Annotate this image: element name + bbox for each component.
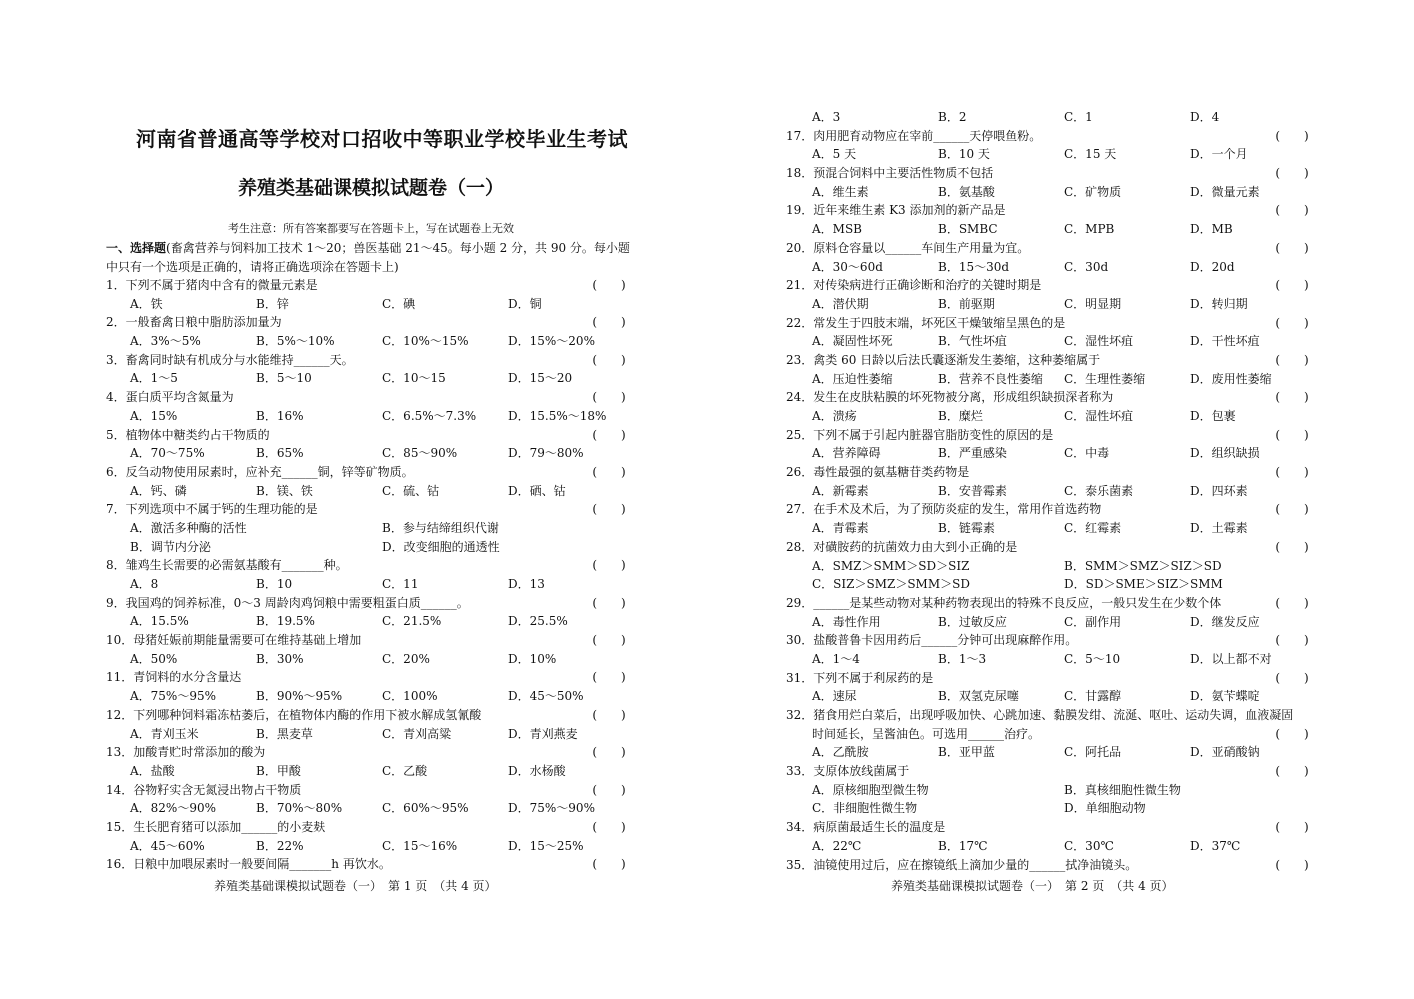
option-choice: D．氨苄蝶啶 bbox=[1190, 689, 1260, 704]
option-choice: A．青霉素 bbox=[812, 521, 869, 536]
option-choice: B．90%～95% bbox=[256, 689, 343, 704]
question-stem-row bbox=[786, 239, 1309, 258]
option-choice: B．真核细胞性微生物 bbox=[1064, 782, 1181, 797]
question-text: 9．我国鸡的饲养标准，0～3 周龄肉鸡饲粮中需要粗蛋白质______。 bbox=[106, 595, 469, 610]
question-stem-row bbox=[106, 276, 626, 295]
question-stem-row bbox=[106, 351, 626, 370]
answer-parentheses: ( ) bbox=[592, 782, 626, 797]
option-choice: A．MSB bbox=[812, 222, 862, 237]
option-choice: D．79～80% bbox=[508, 446, 584, 461]
options-row bbox=[786, 407, 1306, 426]
option-choice: B．营养不良性萎缩 bbox=[938, 371, 1043, 386]
question-text: 34．病原菌最适生长的温度是 bbox=[786, 820, 946, 835]
question-text: 21．对传染病进行正确诊断和治疗的关键时期是 bbox=[786, 278, 1042, 293]
option-choice: C．明显期 bbox=[1064, 296, 1122, 311]
question-text: 5．植物体中糖类约占干物质的 bbox=[106, 427, 270, 442]
answer-parentheses: ( ) bbox=[1275, 166, 1309, 181]
question-stem-row bbox=[106, 855, 626, 874]
exam-page-2 bbox=[780, 0, 1315, 999]
option-choice: C．湿性坏疽 bbox=[1064, 409, 1134, 423]
section-text-line2: 中只有一个选项是正确的，请将正确选项涂在答题卡上) bbox=[106, 260, 399, 274]
option-choice: A．铁 bbox=[130, 296, 163, 311]
question-stem-row bbox=[106, 818, 626, 837]
option-choice: B．调节内分泌 bbox=[130, 539, 211, 554]
question-text: 18．预混合饲料中主要活性物质不包括 bbox=[786, 166, 994, 181]
question-text: 17．肉用肥育动物应在宰前______天停喂鱼粉。 bbox=[786, 128, 1042, 143]
options-row bbox=[106, 332, 626, 351]
option-choice: D．SD＞SME＞SIZ＞SMM bbox=[1064, 577, 1223, 592]
options-row bbox=[106, 407, 626, 426]
question-stem-row bbox=[786, 538, 1309, 557]
option-choice: B．30% bbox=[256, 651, 304, 666]
option-choice: C．MPB bbox=[1064, 222, 1115, 237]
option-choice: A．盐酸 bbox=[130, 763, 175, 778]
question-stem-row bbox=[786, 856, 1309, 875]
answer-parentheses: ( ) bbox=[592, 670, 626, 685]
question-list-right bbox=[786, 108, 1309, 874]
option-choice: C．碘 bbox=[382, 296, 416, 311]
options-row bbox=[786, 519, 1306, 538]
answer-parentheses: ( ) bbox=[1275, 502, 1309, 517]
option-choice: D．铜 bbox=[508, 296, 542, 311]
page-footer: 养殖类基础课模拟试题卷（一） 第 2 页 （共 4 页） bbox=[891, 879, 1174, 893]
answer-parentheses: ( ) bbox=[592, 819, 626, 834]
answer-parentheses: ( ) bbox=[1275, 820, 1309, 835]
answer-parentheses: ( ) bbox=[1275, 390, 1309, 405]
option-choice: A．15% bbox=[130, 408, 178, 423]
option-choice: B．双氢克尿噻 bbox=[938, 689, 1019, 704]
question-text: 26．毒性最强的氨基糖苷类药物是 bbox=[786, 465, 970, 480]
question-text: 25．下列不属于引起内脏器官脂肪变性的原因的是 bbox=[786, 427, 1054, 442]
option-choice: A．原核细胞型微生物 bbox=[812, 782, 929, 797]
answer-parentheses: ( ) bbox=[1275, 539, 1309, 554]
option-choice: D．15～20 bbox=[508, 371, 573, 386]
option-choice: B．22% bbox=[256, 838, 304, 853]
option-choice: B．SMBC bbox=[938, 222, 998, 237]
option-choice: C．15～16% bbox=[382, 838, 458, 853]
option-choice: C．20% bbox=[382, 651, 430, 666]
question-text: 10．母猪妊娠前期能量需要可在维持基础上增加 bbox=[106, 633, 362, 648]
options-row bbox=[786, 799, 1306, 818]
options-row bbox=[786, 687, 1306, 706]
question-text: 时间延长，呈酱油色。可选用______治疗。 bbox=[812, 726, 1041, 741]
option-choice: C．15 天 bbox=[1064, 147, 1117, 162]
option-choice: D．25.5% bbox=[508, 614, 568, 629]
option-choice: B．前驱期 bbox=[938, 296, 995, 311]
answer-parentheses: ( ) bbox=[1275, 278, 1309, 293]
question-stem-row bbox=[106, 463, 626, 482]
option-choice: C．85～90% bbox=[382, 446, 458, 461]
option-choice: B．亚甲蓝 bbox=[938, 745, 995, 760]
question-stem-row bbox=[786, 762, 1309, 781]
option-choice: B．链霉素 bbox=[938, 521, 995, 536]
question-stem-row bbox=[786, 818, 1309, 837]
option-choice: D．水杨酸 bbox=[508, 763, 566, 778]
option-choice: B．黑麦草 bbox=[256, 726, 313, 741]
option-choice: A．70～75% bbox=[130, 446, 205, 461]
option-choice: C．30℃ bbox=[1064, 838, 1114, 853]
options-row bbox=[786, 482, 1306, 501]
answer-parentheses: ( ) bbox=[1275, 726, 1309, 741]
option-choice: C．1 bbox=[1064, 110, 1093, 124]
question-stem-row bbox=[106, 556, 626, 575]
answer-parentheses: ( ) bbox=[1275, 595, 1309, 610]
option-choice: B．锌 bbox=[256, 296, 289, 311]
option-choice: D．单细胞动物 bbox=[1064, 801, 1146, 816]
option-choice: C．泰乐菌素 bbox=[1064, 483, 1134, 498]
options-row bbox=[106, 369, 626, 388]
option-choice: D．15～25% bbox=[508, 838, 584, 853]
option-choice: D．硒、钴 bbox=[508, 483, 566, 498]
question-stem-row bbox=[786, 351, 1309, 370]
question-text: 28．对磺胺药的抗菌效力由大到小正确的是 bbox=[786, 539, 1018, 554]
question-stem-row bbox=[106, 743, 626, 762]
option-choice: B．10 天 bbox=[938, 147, 990, 162]
option-choice: D．13 bbox=[508, 577, 545, 591]
options-row bbox=[786, 370, 1306, 389]
options-row bbox=[786, 557, 1306, 576]
question-stem-row bbox=[786, 201, 1309, 220]
option-choice: D．MB bbox=[1190, 222, 1233, 237]
question-text: 29．______是某些动物对某种药物表现出的特殊不良反应，一般只发生在少数个体 bbox=[786, 595, 1222, 610]
option-choice: B．5～10 bbox=[256, 371, 312, 386]
question-text: 19．近年来维生素 K3 添加剂的新产品是 bbox=[786, 203, 1006, 218]
option-choice: D．青刈燕麦 bbox=[508, 726, 578, 741]
option-choice: B．糜烂 bbox=[938, 409, 983, 423]
question-stem-row bbox=[106, 594, 626, 613]
answer-parentheses: ( ) bbox=[1275, 633, 1309, 648]
option-choice: D．15%～20% bbox=[508, 334, 595, 349]
option-choice: C．阿托品 bbox=[1064, 745, 1122, 760]
question-stem-row bbox=[786, 276, 1309, 295]
option-choice: B．17℃ bbox=[938, 838, 988, 853]
option-choice: D．20d bbox=[1190, 259, 1235, 274]
answer-parentheses: ( ) bbox=[592, 857, 626, 872]
question-text: 13．加酸青贮时常添加的酸为 bbox=[106, 745, 266, 760]
answer-parentheses: ( ) bbox=[1275, 203, 1309, 218]
exam-notice: 考生注意：所有答案都要写在答题卡上，写在试题卷上无效 bbox=[228, 222, 514, 235]
options-row bbox=[106, 482, 626, 501]
option-choice: C．100% bbox=[382, 689, 438, 704]
section-heading: 一、选择题 bbox=[106, 241, 167, 255]
answer-parentheses: ( ) bbox=[592, 558, 626, 573]
question-stem-row bbox=[786, 314, 1309, 333]
options-row bbox=[106, 538, 626, 557]
question-text: 1．下列不属于猪肉中含有的微量元素是 bbox=[106, 278, 318, 292]
question-text: 6．反刍动物使用尿素时，应补充______铜，锌等矿物质。 bbox=[106, 464, 414, 479]
question-text: 33．支原体放线菌属于 bbox=[786, 764, 910, 779]
option-choice: C．生理性萎缩 bbox=[1064, 371, 1146, 386]
option-choice: A．3 bbox=[812, 110, 841, 124]
option-choice: A．毒性作用 bbox=[812, 614, 881, 629]
option-choice: D．干性坏疽 bbox=[1190, 334, 1260, 349]
option-choice: A．SMZ＞SMM＞SD＞SIZ bbox=[812, 558, 970, 573]
option-choice: D．4 bbox=[1190, 110, 1220, 124]
option-choice: C．60%～95% bbox=[382, 801, 469, 816]
option-choice: C．乙酸 bbox=[382, 763, 428, 778]
question-stem-row bbox=[786, 127, 1309, 146]
option-choice: A．1～4 bbox=[812, 651, 860, 666]
question-stem-row bbox=[786, 426, 1309, 445]
option-choice: C．6.5%～7.3% bbox=[382, 408, 477, 423]
options-row bbox=[786, 613, 1306, 632]
option-choice: A．22℃ bbox=[812, 838, 862, 853]
options-row bbox=[786, 220, 1306, 239]
option-choice: B．5%～10% bbox=[256, 334, 335, 349]
answer-parentheses: ( ) bbox=[592, 352, 626, 367]
question-text: 2．一般畜禽日粮中脂肪添加量为 bbox=[106, 315, 282, 330]
option-choice: A．溃疡 bbox=[812, 409, 857, 423]
option-choice: B．安普霉素 bbox=[938, 483, 1007, 498]
question-stem-row bbox=[106, 781, 626, 800]
section-instructions bbox=[106, 239, 632, 277]
answer-parentheses: ( ) bbox=[592, 502, 626, 517]
options-row bbox=[106, 519, 626, 538]
question-text: 7．下列选项中不属于钙的生理功能的是 bbox=[106, 502, 318, 517]
answer-parentheses: ( ) bbox=[592, 633, 626, 648]
option-choice: A．新霉素 bbox=[812, 483, 869, 498]
question-text: 35．油镜使用过后，应在擦镜纸上滴加少量的______拭净油镜头。 bbox=[786, 857, 1138, 872]
options-row bbox=[786, 183, 1306, 202]
answer-parentheses: ( ) bbox=[1275, 857, 1309, 872]
question-text: 27．在手术及术后，为了预防炎症的发生，常用作首选药物 bbox=[786, 502, 1102, 517]
option-choice: A．75%～95% bbox=[130, 689, 217, 704]
options-row bbox=[106, 725, 626, 744]
option-choice: C．硫、钴 bbox=[382, 483, 440, 498]
option-choice: A．压迫性萎缩 bbox=[812, 371, 893, 386]
option-choice: B．2 bbox=[938, 110, 967, 124]
options-row bbox=[786, 108, 1306, 127]
option-choice: B．气性坏疽 bbox=[938, 334, 1007, 349]
option-choice: C．5～10 bbox=[1064, 651, 1121, 666]
question-text: 8．雏鸡生长需要的必需氨基酸有_______种。 bbox=[106, 558, 348, 573]
question-text: 23．禽类 60 日龄以后法氏囊逐渐发生萎缩，这种萎缩属于 bbox=[786, 352, 1101, 367]
option-choice: B．SMM＞SMZ＞SIZ＞SD bbox=[1064, 558, 1222, 573]
option-choice: D．亚硝酸钠 bbox=[1190, 745, 1260, 760]
option-choice: B．70%～80% bbox=[256, 801, 343, 816]
answer-parentheses: ( ) bbox=[1275, 352, 1309, 367]
option-choice: A．1～5 bbox=[130, 371, 178, 386]
options-row bbox=[786, 743, 1306, 762]
option-choice: A．50% bbox=[130, 651, 178, 666]
exam-subtitle: 养殖类基础课模拟试题卷（一） bbox=[237, 177, 504, 199]
option-choice: A．营养障碍 bbox=[812, 446, 881, 461]
options-row bbox=[786, 258, 1306, 277]
option-choice: D．45～50% bbox=[508, 689, 584, 704]
option-choice: B．15～30d bbox=[938, 259, 1010, 274]
option-choice: A．潜伏期 bbox=[812, 296, 869, 311]
answer-parentheses: ( ) bbox=[1275, 315, 1309, 330]
answer-parentheses: ( ) bbox=[1275, 670, 1309, 685]
question-text: 15．生长肥育猪可以添加______的小麦麸 bbox=[106, 819, 326, 834]
question-list-left bbox=[106, 276, 626, 874]
answer-parentheses: ( ) bbox=[1275, 764, 1309, 779]
option-choice: D．转归期 bbox=[1190, 296, 1248, 311]
question-stem-row bbox=[786, 388, 1309, 407]
question-text: 20．原料仓容量以______车间生产用量为宜。 bbox=[786, 240, 1030, 255]
question-stem-row bbox=[106, 313, 626, 332]
options-row bbox=[786, 837, 1306, 856]
option-choice: D．10% bbox=[508, 651, 557, 666]
question-stem-row bbox=[106, 706, 626, 725]
options-row bbox=[786, 781, 1306, 800]
options-row bbox=[106, 762, 626, 781]
option-choice: B．氨基酸 bbox=[938, 184, 995, 199]
option-choice: A．维生素 bbox=[812, 184, 869, 199]
option-choice: B．19.5% bbox=[256, 614, 315, 629]
options-row bbox=[786, 145, 1306, 164]
option-choice: D．废用性萎缩 bbox=[1190, 371, 1272, 386]
answer-parentheses: ( ) bbox=[592, 427, 626, 442]
option-choice: A．30～60d bbox=[812, 259, 883, 274]
question-stem-row bbox=[106, 388, 626, 407]
question-text: 30．盐酸普鲁卡因用药后______分钟可出现麻醉作用。 bbox=[786, 633, 1078, 648]
option-choice: D．以上都不对 bbox=[1190, 651, 1272, 666]
options-row bbox=[106, 575, 626, 594]
option-choice: B．16% bbox=[256, 408, 304, 423]
option-choice: B．过敏反应 bbox=[938, 614, 1007, 629]
option-choice: A．3%～5% bbox=[130, 334, 201, 349]
answer-parentheses: ( ) bbox=[1275, 128, 1309, 143]
options-row bbox=[106, 650, 626, 669]
option-choice: C．10～15 bbox=[382, 371, 446, 386]
options-row bbox=[106, 687, 626, 706]
option-choice: A．乙酰胺 bbox=[812, 745, 869, 760]
question-text: 24．发生在皮肤粘膜的坏死物被分离，形成组织缺损深者称为 bbox=[786, 390, 1114, 405]
option-choice: B．1～3 bbox=[938, 651, 987, 666]
question-stem-row bbox=[786, 500, 1309, 519]
answer-parentheses: ( ) bbox=[592, 315, 626, 330]
option-choice: B．镁、铁 bbox=[256, 483, 313, 498]
option-choice: C．SIZ＞SMZ＞SMM＞SD bbox=[812, 577, 970, 592]
option-choice: B．参与结缔组织代谢 bbox=[382, 520, 499, 535]
answer-parentheses: ( ) bbox=[1275, 465, 1309, 480]
option-choice: A．速尿 bbox=[812, 689, 857, 704]
option-choice: C．10%～15% bbox=[382, 334, 469, 349]
question-text: 3．畜禽同时缺有机成分与水能维持______天。 bbox=[106, 352, 354, 367]
question-text: 16．日粮中加喂尿素时一般要间隔_______h 再饮水。 bbox=[106, 857, 391, 872]
answer-parentheses: ( ) bbox=[592, 595, 626, 610]
option-choice: C．湿性坏疽 bbox=[1064, 334, 1134, 349]
options-row bbox=[106, 837, 626, 856]
options-row bbox=[786, 650, 1306, 669]
options-row bbox=[106, 295, 626, 314]
option-choice: C．11 bbox=[382, 577, 419, 591]
question-text: 11．青饲料的水分含量达 bbox=[106, 670, 242, 685]
option-choice: C．矿物质 bbox=[1064, 184, 1122, 199]
option-choice: A．5 天 bbox=[812, 147, 857, 162]
options-row bbox=[786, 444, 1306, 463]
question-stem-row bbox=[786, 594, 1309, 613]
option-choice: A．15.5% bbox=[130, 614, 189, 629]
question-stem-row bbox=[106, 500, 626, 519]
question-stem-row bbox=[106, 631, 626, 650]
option-choice: A．8 bbox=[130, 577, 159, 591]
question-text: 14．谷物籽实含无氮浸出物占干物质 bbox=[106, 782, 302, 797]
question-text: 32．猪食用烂白菜后，出现呼吸加快、心跳加速、黏膜发绀、流涎、呕吐、运动失调，血液凝固 bbox=[786, 708, 1294, 722]
option-choice: D．37℃ bbox=[1190, 838, 1241, 853]
options-row bbox=[106, 612, 626, 631]
option-choice: A．45～60% bbox=[130, 838, 205, 853]
answer-parentheses: ( ) bbox=[592, 278, 626, 292]
answer-parentheses: ( ) bbox=[1275, 240, 1309, 255]
option-choice: D．土霉素 bbox=[1190, 521, 1248, 536]
options-row bbox=[106, 799, 626, 818]
option-choice: A．激活多种酶的活性 bbox=[130, 520, 247, 535]
question-stem-row bbox=[786, 631, 1309, 650]
question-stem-row bbox=[106, 668, 626, 687]
page-footer: 养殖类基础课模拟试题卷（一） 第 1 页 （共 4 页） bbox=[214, 879, 497, 893]
question-stem-row bbox=[786, 463, 1309, 482]
question-stem-row bbox=[786, 706, 1306, 725]
option-choice: B．65% bbox=[256, 446, 304, 461]
option-choice: C．青刈高粱 bbox=[382, 726, 452, 741]
option-choice: D．组织缺损 bbox=[1190, 446, 1260, 461]
question-text: 12．下列哪种饲料霜冻枯萎后，在植物体内酶的作用下被水解成氢氰酸 bbox=[106, 707, 482, 722]
answer-parentheses: ( ) bbox=[1275, 427, 1309, 442]
question-stem-row bbox=[106, 426, 626, 445]
option-choice: D．继发反应 bbox=[1190, 614, 1260, 629]
option-choice: A．钙、磷 bbox=[130, 483, 187, 498]
options-row bbox=[786, 332, 1306, 351]
option-choice: A．青刈玉米 bbox=[130, 726, 199, 741]
answer-parentheses: ( ) bbox=[592, 707, 626, 722]
options-row bbox=[106, 444, 626, 463]
option-choice: B．甲酸 bbox=[256, 763, 301, 778]
option-choice: A．凝固性坏死 bbox=[812, 334, 893, 349]
option-choice: C．非细胞性微生物 bbox=[812, 801, 918, 816]
question-text: 4．蛋白质平均含氮量为 bbox=[106, 390, 234, 405]
question-text: 31．下列不属于利尿药的是 bbox=[786, 670, 934, 685]
question-stem-row bbox=[786, 725, 1309, 744]
options-row bbox=[786, 575, 1306, 594]
question-stem-row bbox=[786, 669, 1309, 688]
answer-parentheses: ( ) bbox=[592, 745, 626, 760]
options-row bbox=[786, 295, 1306, 314]
option-choice: A．82%～90% bbox=[130, 801, 217, 816]
option-choice: D．一个月 bbox=[1190, 147, 1248, 162]
answer-parentheses: ( ) bbox=[592, 464, 626, 479]
exam-page-1 bbox=[100, 0, 630, 999]
option-choice: C．21.5% bbox=[382, 614, 442, 629]
option-choice: B．10 bbox=[256, 577, 293, 591]
option-choice: B．严重感染 bbox=[938, 446, 1007, 461]
option-choice: C．30d bbox=[1064, 259, 1109, 274]
exam-title: 河南省普通高等学校对口招收中等职业学校毕业生考试 bbox=[136, 127, 628, 151]
option-choice: D．四环素 bbox=[1190, 483, 1248, 498]
option-choice: D．改变细胞的通透性 bbox=[382, 539, 500, 554]
option-choice: D．包裹 bbox=[1190, 409, 1236, 423]
option-choice: C．副作用 bbox=[1064, 614, 1122, 629]
option-choice: C．红霉素 bbox=[1064, 521, 1122, 536]
question-stem-row bbox=[786, 164, 1309, 183]
answer-parentheses: ( ) bbox=[592, 390, 626, 405]
option-choice: C．中毒 bbox=[1064, 446, 1110, 461]
question-text: 22．常发生于四肢末端，坏死区干燥皱缩呈黑色的是 bbox=[786, 315, 1066, 330]
option-choice: D．75%～90% bbox=[508, 801, 595, 816]
option-choice: D．微量元素 bbox=[1190, 184, 1260, 199]
section-text: (畜禽营养与饲料加工技术 1～20；兽医基础 21～45。每小题 2 分，共 90 分。每小题 bbox=[166, 241, 630, 255]
option-choice: C．甘露醇 bbox=[1064, 689, 1122, 704]
option-choice: D．15.5%～18% bbox=[508, 408, 607, 423]
